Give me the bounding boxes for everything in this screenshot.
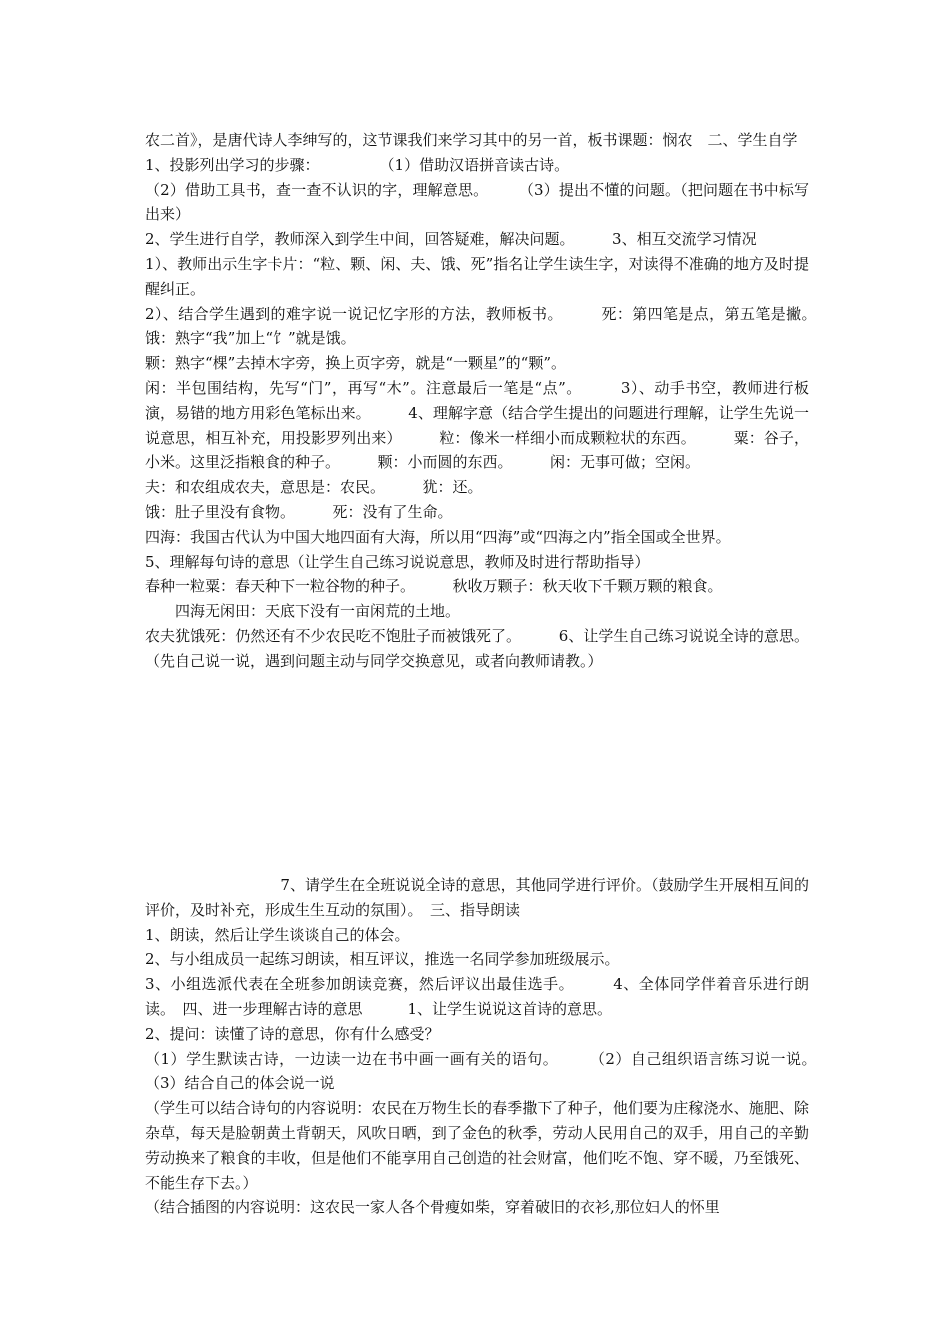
paragraph: 闲：半包围结构，先写“门”，再写“木”。注意最后一笔是“点”。 3）、动手书空，教师进行板演，易错的地方用彩色笔标出来。 4、理解字意（结合学生提出的问题进行理解，让学生先说一说意思，相互补充，用投影罗列出来） 粒：像米一样细小而成颗粒状的东西。 粟：谷子，小米。这里泛指粮食的种子。 颗：小而圆的东西。 闲：无事可做；空闲。 — [145, 378, 809, 472]
lesson-text-section-1 — [145, 128, 855, 674]
paragraph: 2、与小组成员一起练习朗读，相互评议，推选一名同学参加班级展示。 — [145, 950, 620, 969]
paragraph: （结合插图的内容说明：这农民一家人各个骨瘦如柴，穿着破旧的衣衫,那位妇人的怀里 — [145, 1198, 720, 1217]
paragraph: 2、学生进行自学，教师深入到学生中间，回答疑难，解决问题。 3、相互交流学习情况 — [145, 230, 757, 249]
paragraph: 2）、结合学生遇到的难字说一说记忆字形的方法，教师板书。 死：第四笔是点，第五笔是撇。 饿：熟字“我”加上“饣”就是饿。 — [145, 304, 855, 348]
paragraph: 2、提问：读懂了诗的意思，你有什么感受？ — [145, 1024, 440, 1043]
paragraph: 7、请学生在全班说说全诗的意思，其他同学进行评价。（鼓励学生开展相互间的评价，及时补充，形成生生互动的氛围）。 三、指导朗读 — [145, 876, 809, 919]
paragraph: 饿：肚子里没有食物。 死：没有了生命。 — [145, 502, 453, 521]
paragraph: 农夫犹饿死：仍然还有不少农民吃不饱肚子而被饿死了。 6、让学生自己练习说说全诗的意思。（先自己说一说，遇到问题主动与同学交换意见，或者向教师请教。） — [145, 626, 809, 670]
paragraph: 3、小组选派代表在全班参加朗读竞赛，然后评议出最佳选手。 4、全体同学伴着音乐进行朗读。 四、进一步理解古诗的意思 1、让学生说说这首诗的意思。 — [145, 975, 809, 1018]
paragraph: 颗：熟字“棵”去掉木字旁，换上页字旁，就是“一颗星”的“颗”。 — [145, 354, 567, 373]
paragraph: 春种一粒粟：春天种下一粒谷物的种子。 秋收万颗子：秋天收下千颗万颗的粮食。 — [145, 577, 723, 596]
lesson-text-section-2 — [145, 873, 855, 1220]
paragraph: 5、理解每句诗的意思（让学生自己练习说说意思，教师及时进行帮助指导） — [145, 552, 650, 571]
paragraph: 1）、教师出示生字卡片：“粒、颗、闲、夫、饿、死”指名让学生读生字，对读得不准确的地方及时提醒纠正。 — [145, 254, 809, 298]
paragraph: （学生可以结合诗句的内容说明：农民在万物生长的春季撒下了种子，他们要为庄稼浇水、施肥、除杂草，每天是脸朝黄土背朝天，风吹日晒，到了金色的秋季，劳动人民用自己的双手，用自己的辛勤劳动换来了粮食的丰收，但是他们不能享用自己创造的社会财富，他们吃不饱、穿不暖，乃至饿死、不能生存下去。） — [145, 1099, 809, 1192]
paragraph: 夫：和农组成农夫，意思是：农民。 犹：还。 — [145, 478, 483, 497]
paragraph: 四海：我国古代认为中国大地四面有大海，所以用“四海”或“四海之内”指全国或全世界。 — [145, 527, 731, 546]
paragraph: （1）学生默读古诗，一边读一边在书中画一画有关的语句。 （2）自己组织语言练习说一说。 （3）结合自己的体会说一说 — [145, 1049, 855, 1093]
paragraph: 1、朗读，然后让学生谈谈自己的体会。 — [145, 925, 410, 944]
paragraph: 农二首》，是唐代诗人李绅写的，这节课我们来学习其中的另一首，板书课题：悯农 二、学生自学 — [145, 131, 798, 149]
paragraph: （2）借助工具书，查一查不认识的字，理解意思。 （3）提出不懂的问题。（把问题在书中标写出来） — [145, 180, 809, 224]
paragraph: 1、投影列出学习的步骤： （1）借助汉语拼音读古诗。 — [145, 155, 570, 174]
paragraph: 四海无闲田：天底下没有一亩闲荒的土地。 — [145, 602, 461, 621]
